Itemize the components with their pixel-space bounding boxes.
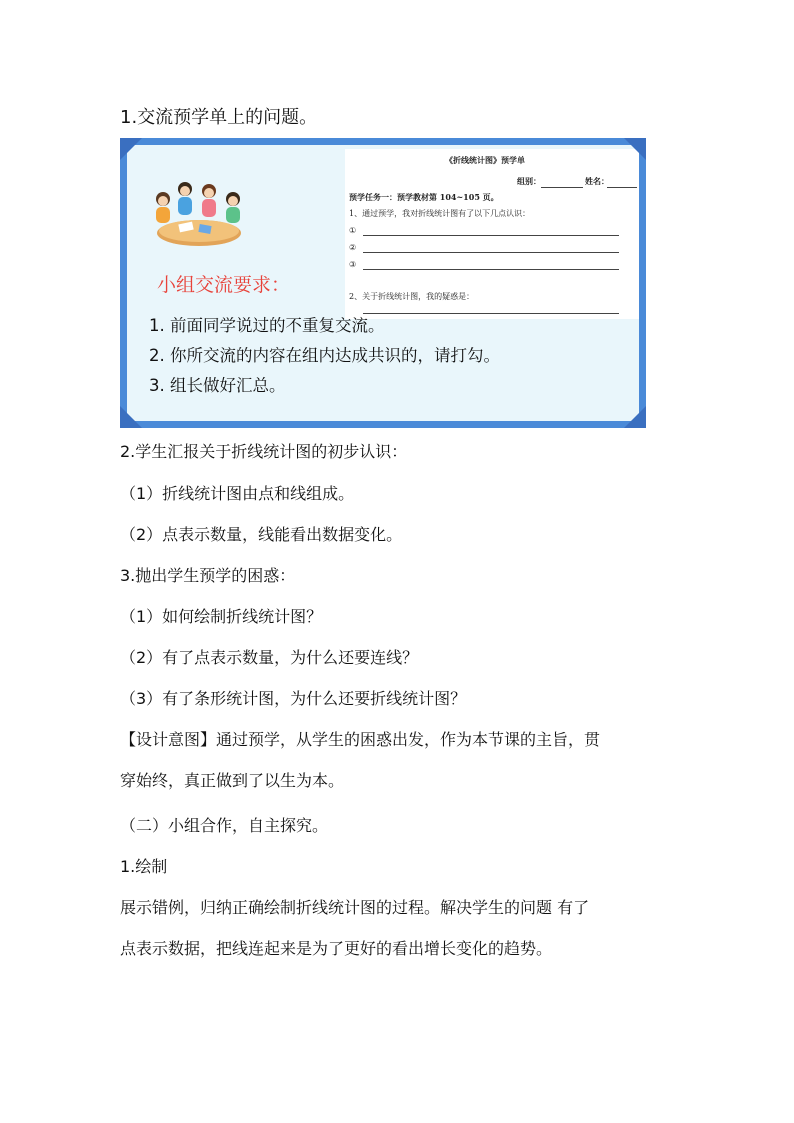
draw-text-line-1: 展示错例，归纳正确绘制折线统计图的过程。解决学生的问题 有了 [120, 898, 590, 917]
group-label: 组别： [517, 176, 541, 186]
question-1: 1、通过预学，我对折线统计图有了以下几点认识： [349, 209, 531, 218]
section-2-heading: 2.学生汇报关于折线统计图的初步认识： [120, 442, 408, 461]
heading-1: 1.交流预学单上的问题。 [120, 107, 318, 128]
task-text: 预学任务一：预学教材第 104~105 页。 [349, 192, 499, 202]
section-2-item-1: （1）折线统计图由点和线组成。 [120, 484, 355, 503]
rule-3: 3. 组长做好汇总。 [149, 376, 286, 395]
corner-bottom-left [120, 406, 142, 428]
section-2-item-2: （2）点表示数量，线能看出数据变化。 [120, 525, 403, 544]
answer-line-4 [363, 313, 619, 314]
section-3-item-2: （2）有了点表示数量，为什么还要连线？ [120, 648, 419, 667]
preview-sheet [345, 149, 639, 319]
students-illustration [149, 179, 249, 251]
section-3-item-1: （1）如何绘制折线统计图？ [120, 607, 323, 626]
design-intent-line-2: 穿始终，真正做到了以生为本。 [120, 771, 345, 790]
part-2-heading: （二）小组合作，自主探究。 [120, 816, 329, 835]
corner-top-right [624, 138, 646, 160]
draw-heading: 1.绘制 [120, 857, 168, 876]
question-2: 2、关于折线统计图，我的疑惑是： [349, 292, 475, 301]
draw-text-line-2: 点表示数据，把线连起来是为了更好的看出增长变化的趋势。 [120, 939, 553, 958]
slide-background [127, 145, 639, 421]
answer-line-2 [363, 252, 619, 253]
section-3-item-3: （3）有了条形统计图，为什么还要折线统计图？ [120, 689, 467, 708]
corner-bottom-right [624, 406, 646, 428]
slide-image [120, 138, 646, 428]
rule-2: 2. 你所交流的内容在组内达成共识的，请打勾。 [149, 346, 500, 365]
design-intent-line-1: 【设计意图】通过预学，从学生的困惑出发，作为本节课的主旨，贯 [120, 730, 601, 749]
section-3-heading: 3.抛出学生预学的困惑： [120, 566, 296, 585]
marker-1: ① [349, 226, 357, 235]
marker-3: ③ [349, 260, 357, 269]
group-title: 小组交流要求： [157, 274, 291, 296]
answer-line-3 [363, 269, 619, 270]
corner-top-left [120, 138, 142, 160]
sheet-title: 《折线统计图》预学单 [445, 155, 525, 165]
answer-line-1 [363, 235, 619, 236]
group-blank [541, 187, 583, 188]
name-label: 姓名： [585, 176, 609, 186]
marker-2: ② [349, 243, 357, 252]
name-blank [607, 187, 637, 188]
rule-1: 1. 前面同学说过的不重复交流。 [149, 316, 385, 335]
